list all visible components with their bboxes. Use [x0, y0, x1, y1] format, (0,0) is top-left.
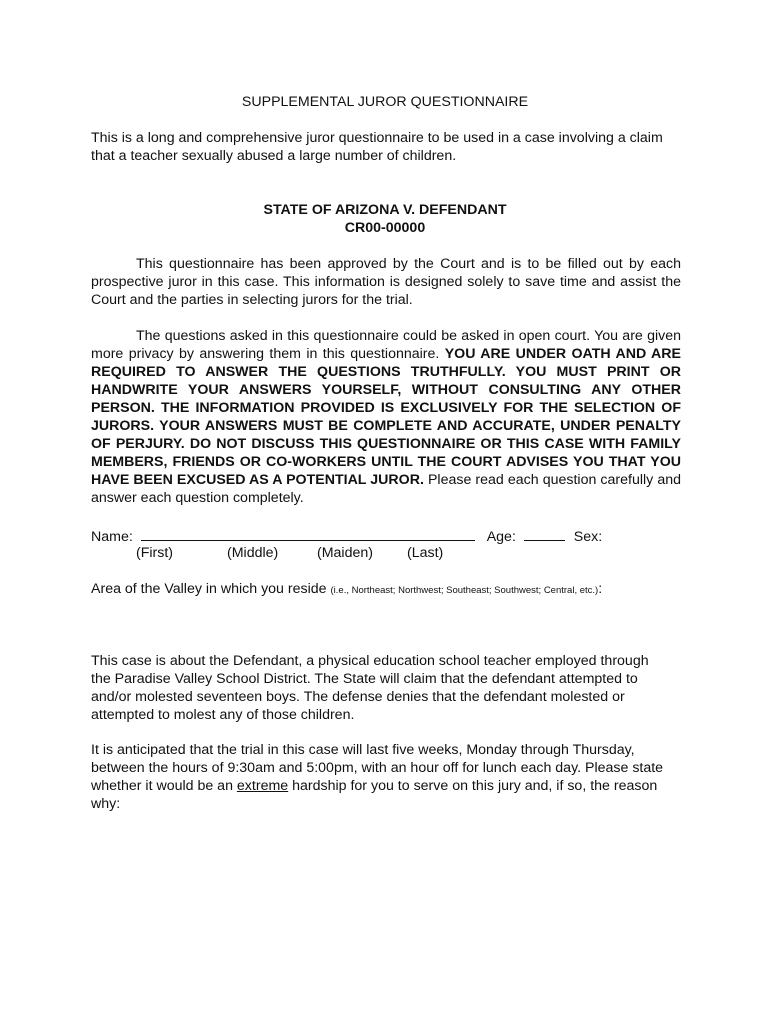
- case-description-paragraph: This case is about the Defendant, a physical education school teacher employed through the Paradise Valley School District. The State will claim that the defendant attempted to and/or molested seventeen boys. The defense denies that the defendant molested or attempted to molest any of those children.: [91, 653, 649, 723]
- maiden-name-label: (Maiden): [317, 545, 373, 561]
- area-colon: :: [598, 581, 603, 597]
- hardship-answer-space[interactable]: [91, 822, 681, 1002]
- privacy-text-end: Please read each question carefully and answer each question completely.: [91, 472, 681, 506]
- middle-name-label: (Middle): [227, 545, 279, 561]
- area-row: [91, 580, 691, 600]
- case-number: CR00-00000: [344, 220, 426, 236]
- name-field[interactable]: [141, 526, 475, 541]
- last-name-label: (Last): [407, 545, 444, 561]
- extreme-emphasis: extreme: [236, 778, 289, 794]
- name-row: [91, 526, 691, 546]
- area-answer-space[interactable]: [91, 600, 681, 644]
- first-name-label: (First): [136, 545, 174, 561]
- sex-label: Sex:: [573, 529, 603, 545]
- privacy-text-start: The questions asked in this questionnaire could be asked in open court. You are given more privacy by answering them in this questionnaire.: [91, 328, 681, 362]
- area-label: Area of the Valley in which you reside: [91, 581, 327, 597]
- oath-warning-text: YOU ARE UNDER OATH AND ARE REQUIRED TO ANSWER THE QUESTIONS TRUTHFULLY. YOU MUST PRINT OR HANDWRITE YOUR ANSWERS YOURSELF, WITHOUT CONSULTING ANY OTHER PERSON. THE INFORMATION PROVIDED IS EXCLUSIVELY FOR THE SELECTION OF JURORS. YOUR ANSWERS MUST BE COMPLETE AND ACCURATE, UNDER PENALTY OF PERJURY. DO NOT DISCUSS THIS QUESTIONNAIRE OR THIS CASE WITH FAMILY MEMBERS, FRIENDS OR CO-WORKERS UNTIL THE COURT ADVISES YOU THAT YOU HAVE BEEN EXCUSED AS A POTENTIAL JUROR.: [91, 346, 681, 488]
- name-label: Name:: [91, 529, 133, 545]
- name-parts-row: [0, 544, 770, 562]
- trial-text-start: It is anticipated that the trial in this case will last five weeks, Monday through Thursday, between the hours of 9:30am and 5:00pm, with an hour off for lunch each day. Please state whether it would be an: [91, 742, 664, 794]
- age-field[interactable]: [524, 526, 565, 541]
- approval-paragraph: This questionnaire has been approved by the Court and is to be filled out by each prospective juror in this case. This information is designed solely to save time and assist the Court and the parties in selecting jurors for the trial.: [91, 256, 681, 308]
- area-hint: (i.e., Northeast; Northwest; Southeast; Southwest; Central, etc.): [330, 585, 599, 596]
- sex-field[interactable]: [606, 526, 658, 541]
- trial-hardship-paragraph: [91, 741, 676, 813]
- trial-text-end: hardship for you to serve on this jury and, if so, the reason why:: [91, 778, 658, 812]
- document-heading: SUPPLEMENTAL JUROR QUESTIONNAIRE: [241, 94, 529, 110]
- privacy-paragraph: [91, 327, 681, 507]
- intro-paragraph: This is a long and comprehensive juror questionnaire to be used in a case involving a claim that a teacher sexually abused a large number of children.: [91, 130, 663, 164]
- age-label: Age:: [486, 529, 516, 545]
- case-title: STATE OF ARIZONA V. DEFENDANT: [263, 202, 507, 218]
